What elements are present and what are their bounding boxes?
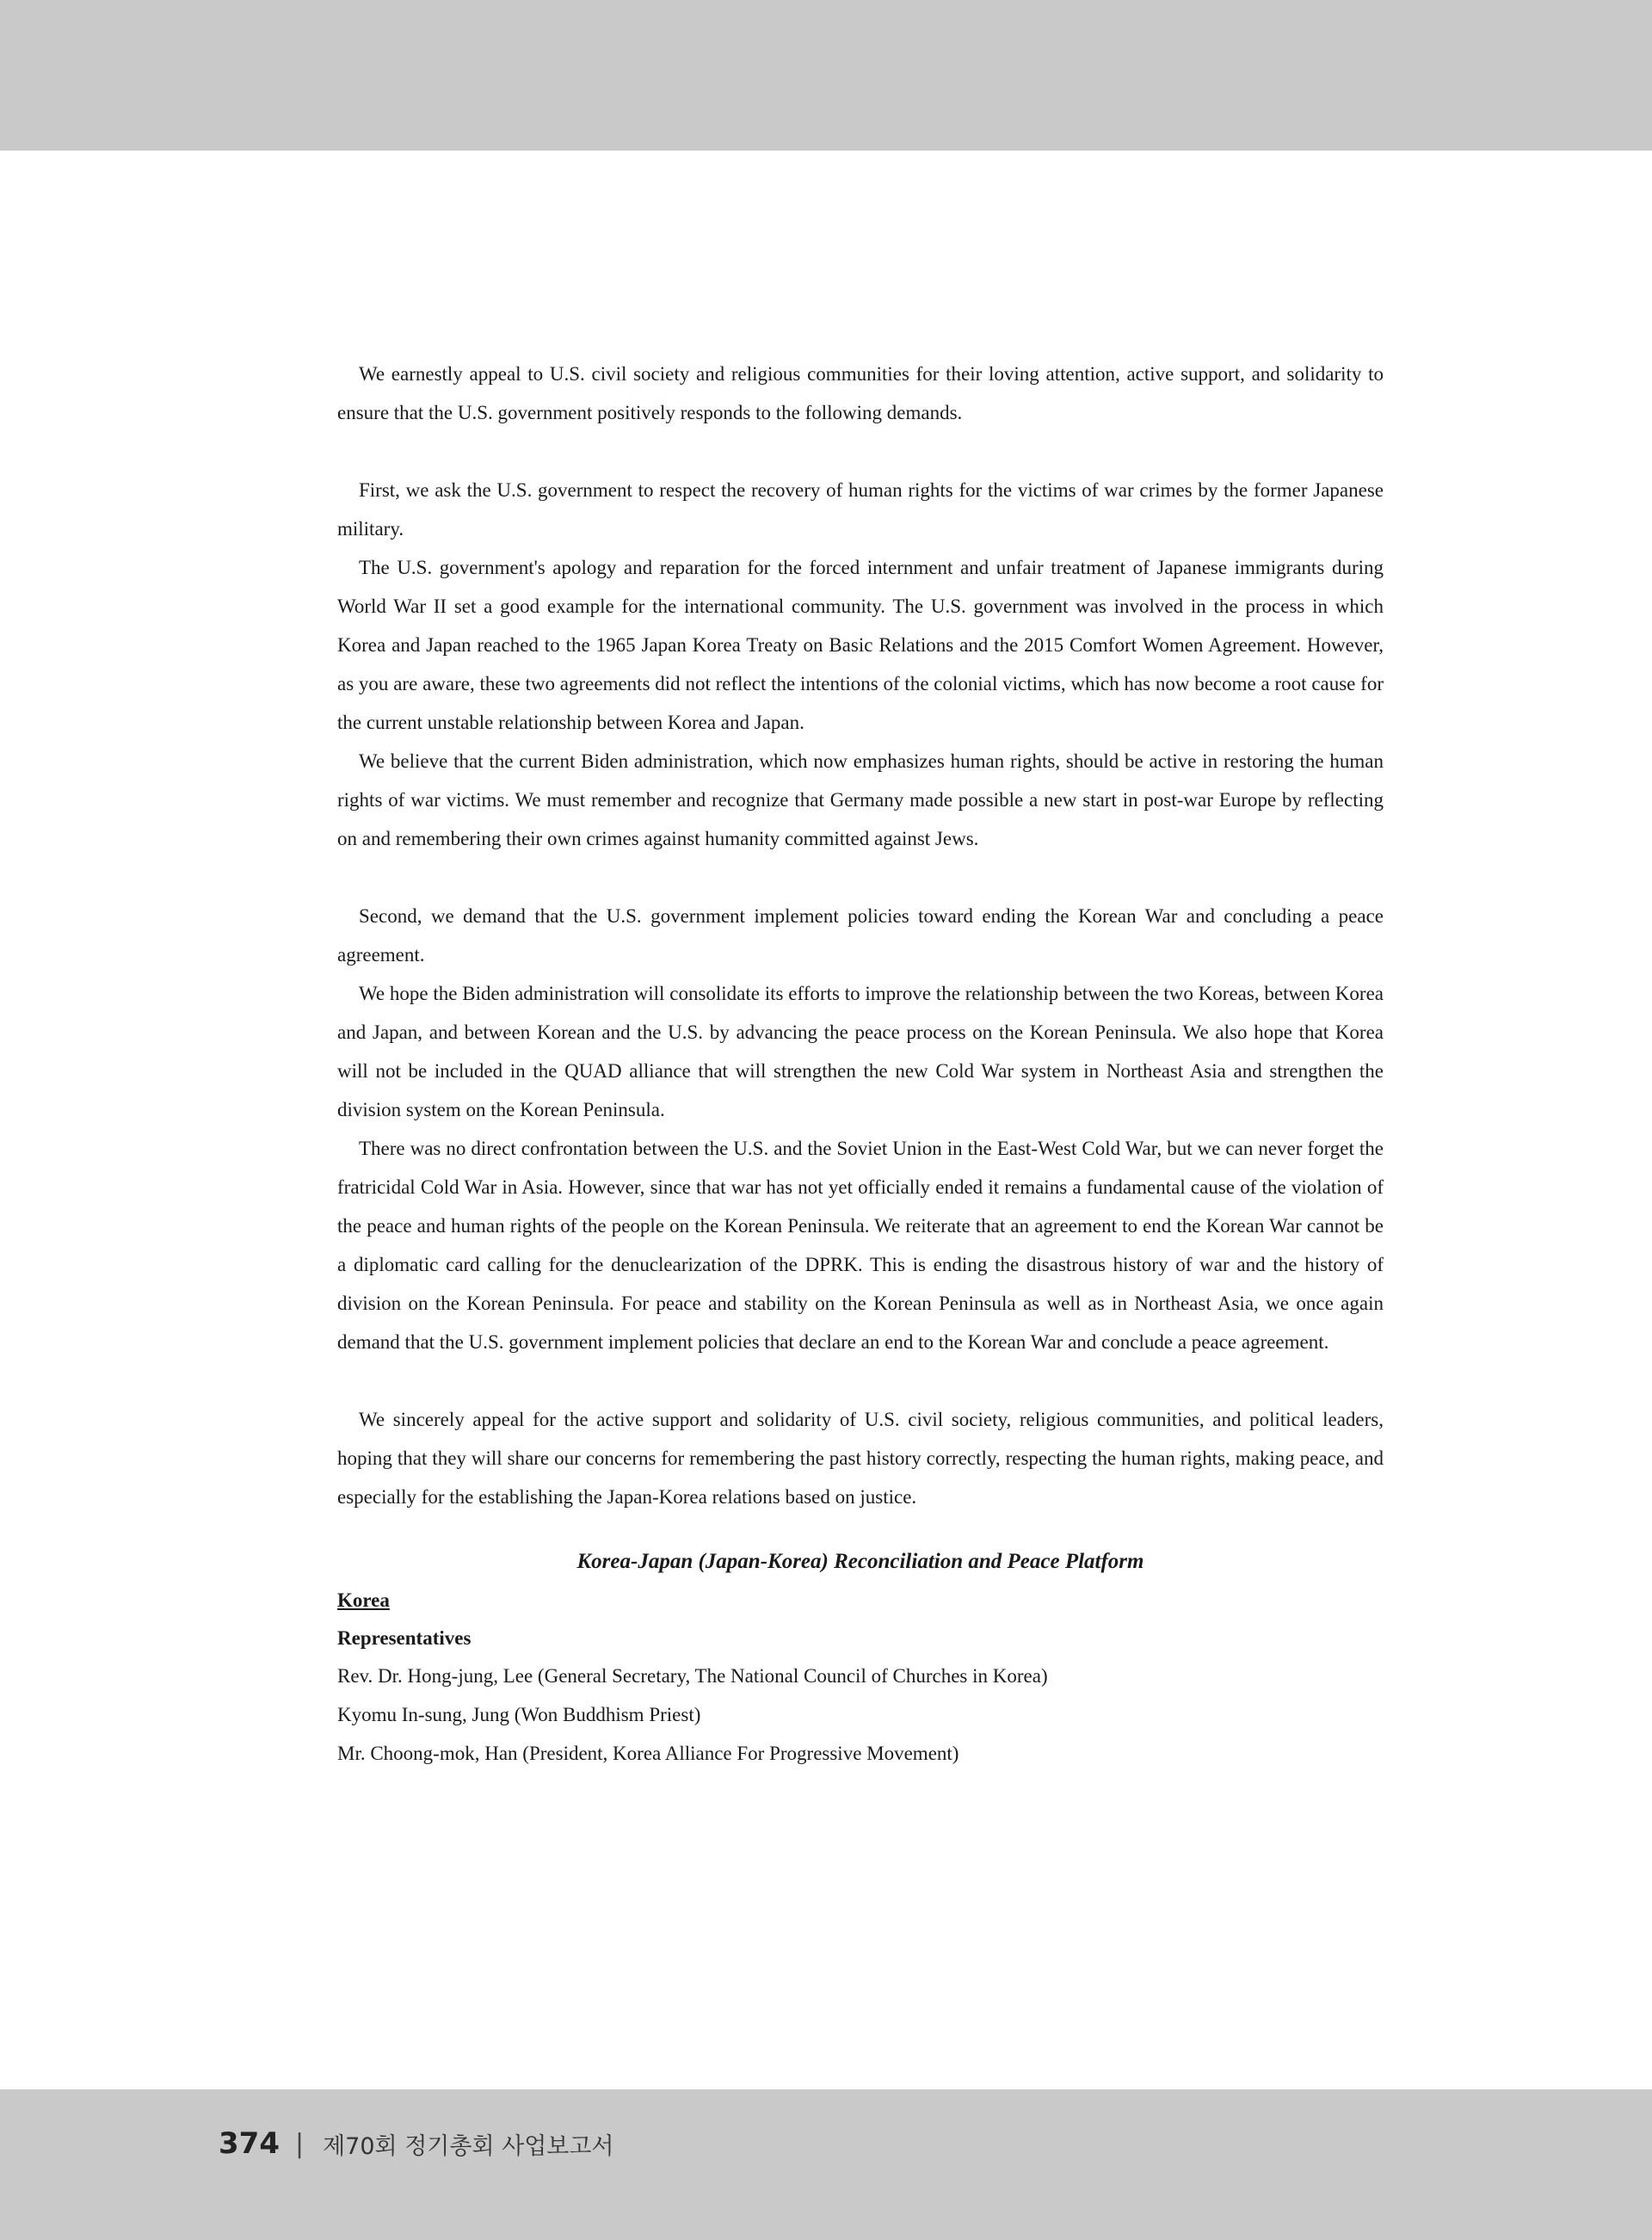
platform-title: Korea-Japan (Japan-Korea) Reconciliation and Peace Platform xyxy=(576,1550,1144,1573)
paragraph-cold-war: There was no direct confrontation between the U.S. and the Soviet Union in the East-West Cold War, but we can never forget the fratricidal Cold War in Asia. However, since that war has not yet officially ended it remains a fundamental cause of the violation of the peace and human rights of the people on the Korean Peninsula. We reiterate that an agreement to end the Korean War cannot be a diplomatic card calling for the denuclearization of the DPRK. This is ending the disastrous history of war and the history of division on the Korean Peninsula. For peace and stability on the Korean Peninsula as well as in Northeast Asia, we once again demand that the U.S. government implement policies that declare an end to the Korean War and conclude a peace agreement. xyxy=(337,1138,1384,1353)
section-gap xyxy=(337,1361,1384,1400)
paragraph-peace-process: We hope the Biden administration will consolidate its efforts to improve the relationship between the two Koreas, between Korea and Japan, and between Korean and the U.S. by advancing the peace process on the Korean Peninsula. We also hope that Korea will not be included in the QUAD alliance that will strengthen the new Cold War system in Northeast Asia and strengthen the division system on the Korean Peninsula. xyxy=(337,983,1384,1120)
section-gap xyxy=(337,858,1384,897)
paragraph-appeal: We earnestly appeal to U.S. civil society and religious communities for their loving attention, active support, and solidarity to ensure that the U.S. government positively responds to the following demands. xyxy=(337,363,1384,423)
top-header-band xyxy=(0,0,1652,151)
page-number: 374 xyxy=(219,2126,280,2161)
paragraph-us-apology: The U.S. government's apology and reparation for the forced internment and unfair treatment of Japanese immigrants during World War II set a good example for the international community. The U.S. government was involved in the process in which Korea and Japan reached to the 1965 Japan Korea Treaty on Basic Relations and the 2015 Comfort Women Agreement. However, as you are aware, these two agreements did not reflect the intentions of the colonial victims, which has now become a root cause for the current unstable relationship between Korea and Japan. xyxy=(337,557,1384,733)
representative-entry: Rev. Dr. Hong-jung, Lee (General Secretary, The National Council of Churches in Korea) xyxy=(337,1665,1048,1687)
report-title: 제70회 정기총회 사업보고서 xyxy=(323,2132,614,2160)
paragraph-closing-appeal: We sincerely appeal for the active support and solidarity of U.S. civil society, religious communities, and political leaders, hoping that they will share our concerns for remembering the past history correctly, respecting the human rights, making peace, and especially for the establishing the Japan-Korea relations based on justice. xyxy=(337,1409,1384,1508)
representative-entry: Kyomu In-sung, Jung (Won Buddhism Priest) xyxy=(337,1704,701,1725)
paragraph-first-demand: First, we ask the U.S. government to respect the recovery of human rights for the victims of war crimes by the former Japanese military. xyxy=(337,479,1384,540)
representatives-heading: Representatives xyxy=(337,1627,472,1649)
page-footer xyxy=(219,2122,614,2165)
section-gap xyxy=(337,1516,1384,1542)
section-gap xyxy=(337,432,1384,471)
representative-entry: Mr. Choong-mok, Han (President, Korea Alliance For Progressive Movement) xyxy=(337,1743,959,1764)
paragraph-biden-human-rights: We believe that the current Biden administration, which now emphasizes human rights, should be active in restoring the human rights of war victims. We must remember and recognize that Germany made possible a new start in post-war Europe by reflecting on and remembering their own crimes against humanity committed against Jews. xyxy=(337,750,1384,849)
country-heading: Korea xyxy=(337,1589,390,1611)
footer-separator: | xyxy=(294,2128,305,2159)
paragraph-second-demand: Second, we demand that the U.S. government implement policies toward ending the Korean War and concluding a peace agreement. xyxy=(337,905,1384,966)
page-content xyxy=(337,355,1384,1773)
